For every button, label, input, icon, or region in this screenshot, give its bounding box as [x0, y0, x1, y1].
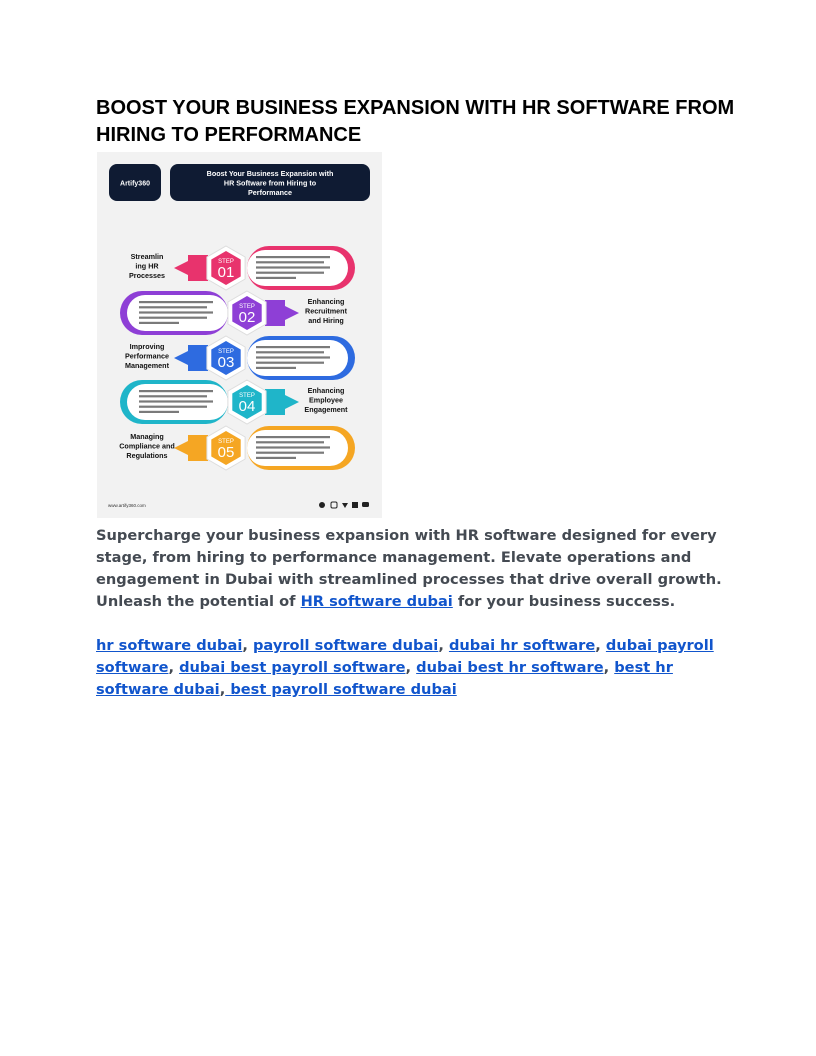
keyword-links — [96, 635, 736, 701]
step-title: Performance — [125, 351, 169, 361]
step-title: Enhancing — [307, 297, 345, 306]
step-description-line — [256, 272, 324, 274]
step-description-line — [139, 400, 213, 402]
step-description-line — [256, 277, 296, 279]
step-title: Management — [125, 361, 169, 370]
body-text: Supercharge your business expansion with HR software designed for every stage, from hiring to performance management. Elevate operations and engagement in Dubai with streamlined processes that drive overall growth. Unleash the potential of — [96, 527, 722, 610]
step-description-line — [256, 367, 296, 369]
step-description-line — [256, 256, 330, 258]
step-description-line — [256, 266, 330, 268]
step-description-line — [139, 406, 207, 408]
step-title: Enhancing — [307, 386, 345, 395]
step-title: Employee — [309, 395, 343, 405]
step-number: 04 — [238, 398, 256, 415]
step-title: Recruitment — [305, 306, 347, 316]
separator: , — [168, 659, 180, 676]
keyword-link[interactable]: dubai best payroll software — [179, 659, 406, 676]
keyword-link[interactable]: dubai best hr software — [416, 659, 604, 676]
step-label: STEP — [239, 304, 255, 310]
keyword-link[interactable]: dubai payroll software — [96, 637, 714, 676]
step-description-line — [256, 446, 330, 448]
header-line-2: HR Software from Hiring to — [223, 178, 317, 188]
step-description-line — [256, 436, 330, 438]
step-title: Managing — [130, 432, 164, 441]
keyword-link[interactable]: best payroll software dubai — [225, 681, 457, 698]
step-title: Compliance and — [119, 441, 175, 451]
separator: , — [595, 637, 606, 654]
header-line-3: Performance — [248, 188, 292, 197]
body-text-end: for your business success. — [452, 593, 676, 610]
social-icons — [319, 502, 369, 508]
step-description-line — [256, 457, 296, 459]
step-description-line — [139, 322, 179, 324]
keyword-link[interactable]: dubai hr software — [448, 637, 596, 654]
step-number: 03 — [217, 354, 235, 371]
header-line-1: Boost Your Business Expansion with — [206, 169, 334, 178]
separator: , — [603, 659, 615, 676]
body-paragraph — [96, 525, 736, 613]
keyword-link[interactable]: hr software dubai — [96, 637, 243, 654]
step-number: 02 — [238, 309, 256, 326]
step-description-line — [256, 351, 324, 353]
step-number: 05 — [217, 444, 235, 461]
step-description-line — [256, 346, 330, 348]
step-title: Streamlin — [130, 252, 164, 261]
keyword-link[interactable]: payroll software dubai — [252, 637, 439, 654]
step-title: Processes — [129, 271, 165, 280]
step-description-line — [139, 311, 213, 313]
step-description-line — [256, 261, 324, 263]
step-04 — [120, 380, 348, 424]
step-title: ing HR — [135, 261, 159, 271]
step-05 — [119, 426, 355, 470]
step-description-line — [256, 441, 324, 443]
separator: , — [242, 637, 253, 654]
step-label: STEP — [239, 393, 255, 399]
step-01 — [129, 246, 355, 290]
step-description-line — [256, 452, 324, 454]
footer-url: www.artify360.com — [108, 503, 146, 508]
keyword-link[interactable]: best hr software dubai — [96, 659, 673, 698]
step-02 — [120, 291, 348, 335]
step-label: STEP — [218, 439, 234, 445]
infographic-image — [97, 152, 382, 518]
separator: , — [219, 681, 226, 698]
separator: , — [438, 637, 449, 654]
step-number: 01 — [217, 264, 235, 281]
step-title: Regulations — [126, 451, 168, 460]
step-title: and Hiring — [308, 316, 344, 325]
logo-text: Artify360 — [120, 180, 150, 188]
step-title: Improving — [129, 342, 165, 351]
step-description-line — [139, 390, 213, 392]
step-description-line — [139, 317, 207, 319]
step-label: STEP — [218, 349, 234, 355]
step-description-line — [139, 411, 179, 413]
step-title: Engagement — [304, 405, 348, 414]
step-description-line — [256, 356, 330, 358]
step-description-line — [139, 306, 207, 308]
step-description-line — [256, 362, 324, 364]
step-description-line — [139, 395, 207, 397]
hr-software-dubai-link[interactable]: HR software dubai — [300, 593, 453, 610]
step-03 — [125, 336, 355, 380]
step-description-line — [139, 301, 213, 303]
separator: , — [405, 659, 417, 676]
step-label: STEP — [218, 259, 234, 265]
page-title: BOOST YOUR BUSINESS EXPANSION WITH HR SOFTWARE FROM HIRING TO PERFORMANCE — [96, 97, 735, 146]
